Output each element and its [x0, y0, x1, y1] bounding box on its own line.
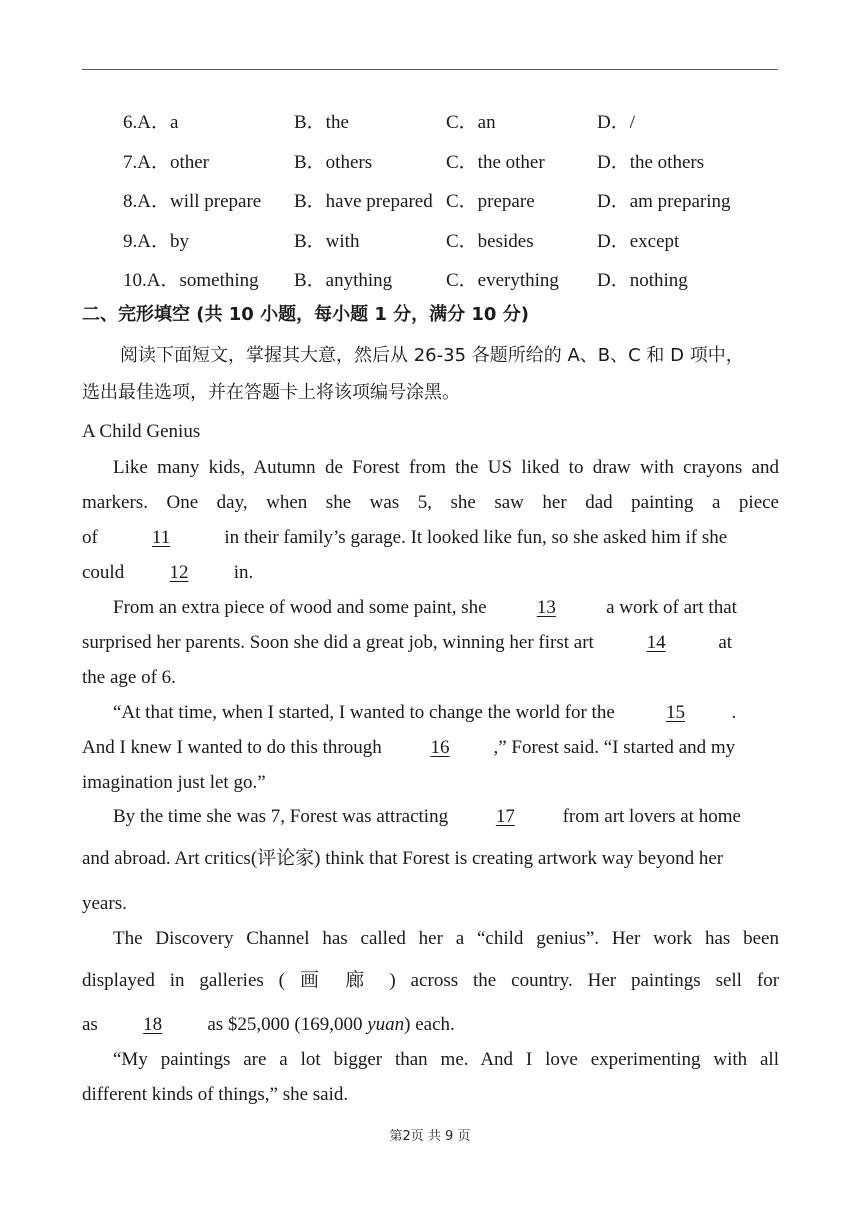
option-row-10: [0, 265, 860, 291]
option-c: C．the other: [446, 152, 545, 173]
passage-line: The Discovery Channel has called her a “child genius”. Her work has been: [113, 928, 779, 949]
passage-line: of 11 in their family’s garage. It looked like fun, so she asked him if she: [82, 525, 779, 551]
blank-18: 18: [143, 1014, 163, 1035]
header-rule: [82, 69, 778, 70]
option-d: D．the others: [597, 152, 705, 173]
passage-line: different kinds of things,” she said.: [82, 1084, 349, 1105]
option-b: B．have prepared: [294, 191, 433, 212]
option-row-8: [0, 186, 860, 212]
option-a: 6.A．a: [123, 112, 179, 133]
section-instruction: 阅读下面短文，掌握其大意，然后从 26-35 各题所给的 A、B、C 和 D 项中，: [120, 345, 744, 366]
page-footer: 第2页 共 9 页: [389, 1129, 471, 1144]
option-b: B．with: [294, 231, 360, 252]
blank-14: 14: [646, 632, 666, 653]
option-a: 9.A．by: [123, 231, 189, 252]
option-a: 7.A．other: [123, 152, 210, 173]
passage-line: “At that time, when I started, I wanted to change the world for the 15 .: [113, 700, 779, 726]
option-b: B．the: [294, 112, 349, 133]
passage-line: the age of 6.: [82, 667, 176, 688]
option-c: C．everything: [446, 270, 559, 291]
option-b: B．others: [294, 152, 373, 173]
blank-12: 12: [169, 562, 189, 583]
option-row-9: [0, 226, 860, 252]
blank-17: 17: [495, 806, 515, 827]
passage-line: “My paintings are a lot bigger than me. And I love experimenting with all: [113, 1049, 779, 1070]
option-d: D．except: [597, 231, 680, 252]
passage-line: From an extra piece of wood and some paint, she 13 a work of art that: [113, 595, 779, 621]
option-a: 8.A．will prepare: [123, 191, 262, 212]
option-row-7: [0, 147, 860, 173]
passage-line: surprised her parents. Soon she did a great job, winning her first art 14 at: [82, 630, 779, 656]
passage-line: years.: [82, 893, 127, 914]
blank-16: 16: [430, 737, 450, 758]
blank-13: 13: [536, 597, 556, 618]
passage-line: Like many kids, Autumn de Forest from the US liked to draw with crayons and: [113, 457, 779, 478]
passage-line: markers. One day, when she was 5, she saw her dad painting a piece: [82, 492, 779, 513]
passage-title: A Child Genius: [82, 421, 201, 442]
section-heading: 二、完形填空 (共 10 小题，每小题 1 分，满分 10 分): [82, 304, 529, 325]
option-c: C．besides: [446, 231, 534, 252]
passage-line: imagination just let go.”: [82, 772, 266, 793]
option-c: C．an: [446, 112, 496, 133]
passage-line: could 12 in.: [82, 560, 779, 586]
option-b: B．anything: [294, 270, 393, 291]
option-a: 10.A．something: [123, 270, 259, 291]
option-row-6: [0, 107, 860, 133]
passage-line: And I knew I wanted to do this through 16 ,” Forest said. “I started and my: [82, 735, 779, 761]
option-d: D．am preparing: [597, 191, 731, 212]
passage-line: displayed in galleries ( 画 廊 ) across the country. Her paintings sell for: [82, 969, 780, 991]
option-d: D．/: [597, 112, 636, 133]
blank-15: 15: [666, 702, 685, 723]
option-d: D．nothing: [597, 270, 688, 291]
passage-line: By the time she was 7, Forest was attracting 17 from art lovers at home: [113, 804, 779, 830]
blank-11: 11: [151, 527, 171, 548]
passage-line: as 18 as $25,000 (169,000 yuan) each.: [82, 1012, 779, 1038]
section-instruction: 选出最佳选项，并在答题卡上将该项编号涂黑。: [82, 382, 460, 403]
option-c: C．prepare: [446, 191, 535, 212]
passage-line: and abroad. Art critics(评论家) think that Forest is creating artwork way beyond her: [82, 847, 724, 869]
